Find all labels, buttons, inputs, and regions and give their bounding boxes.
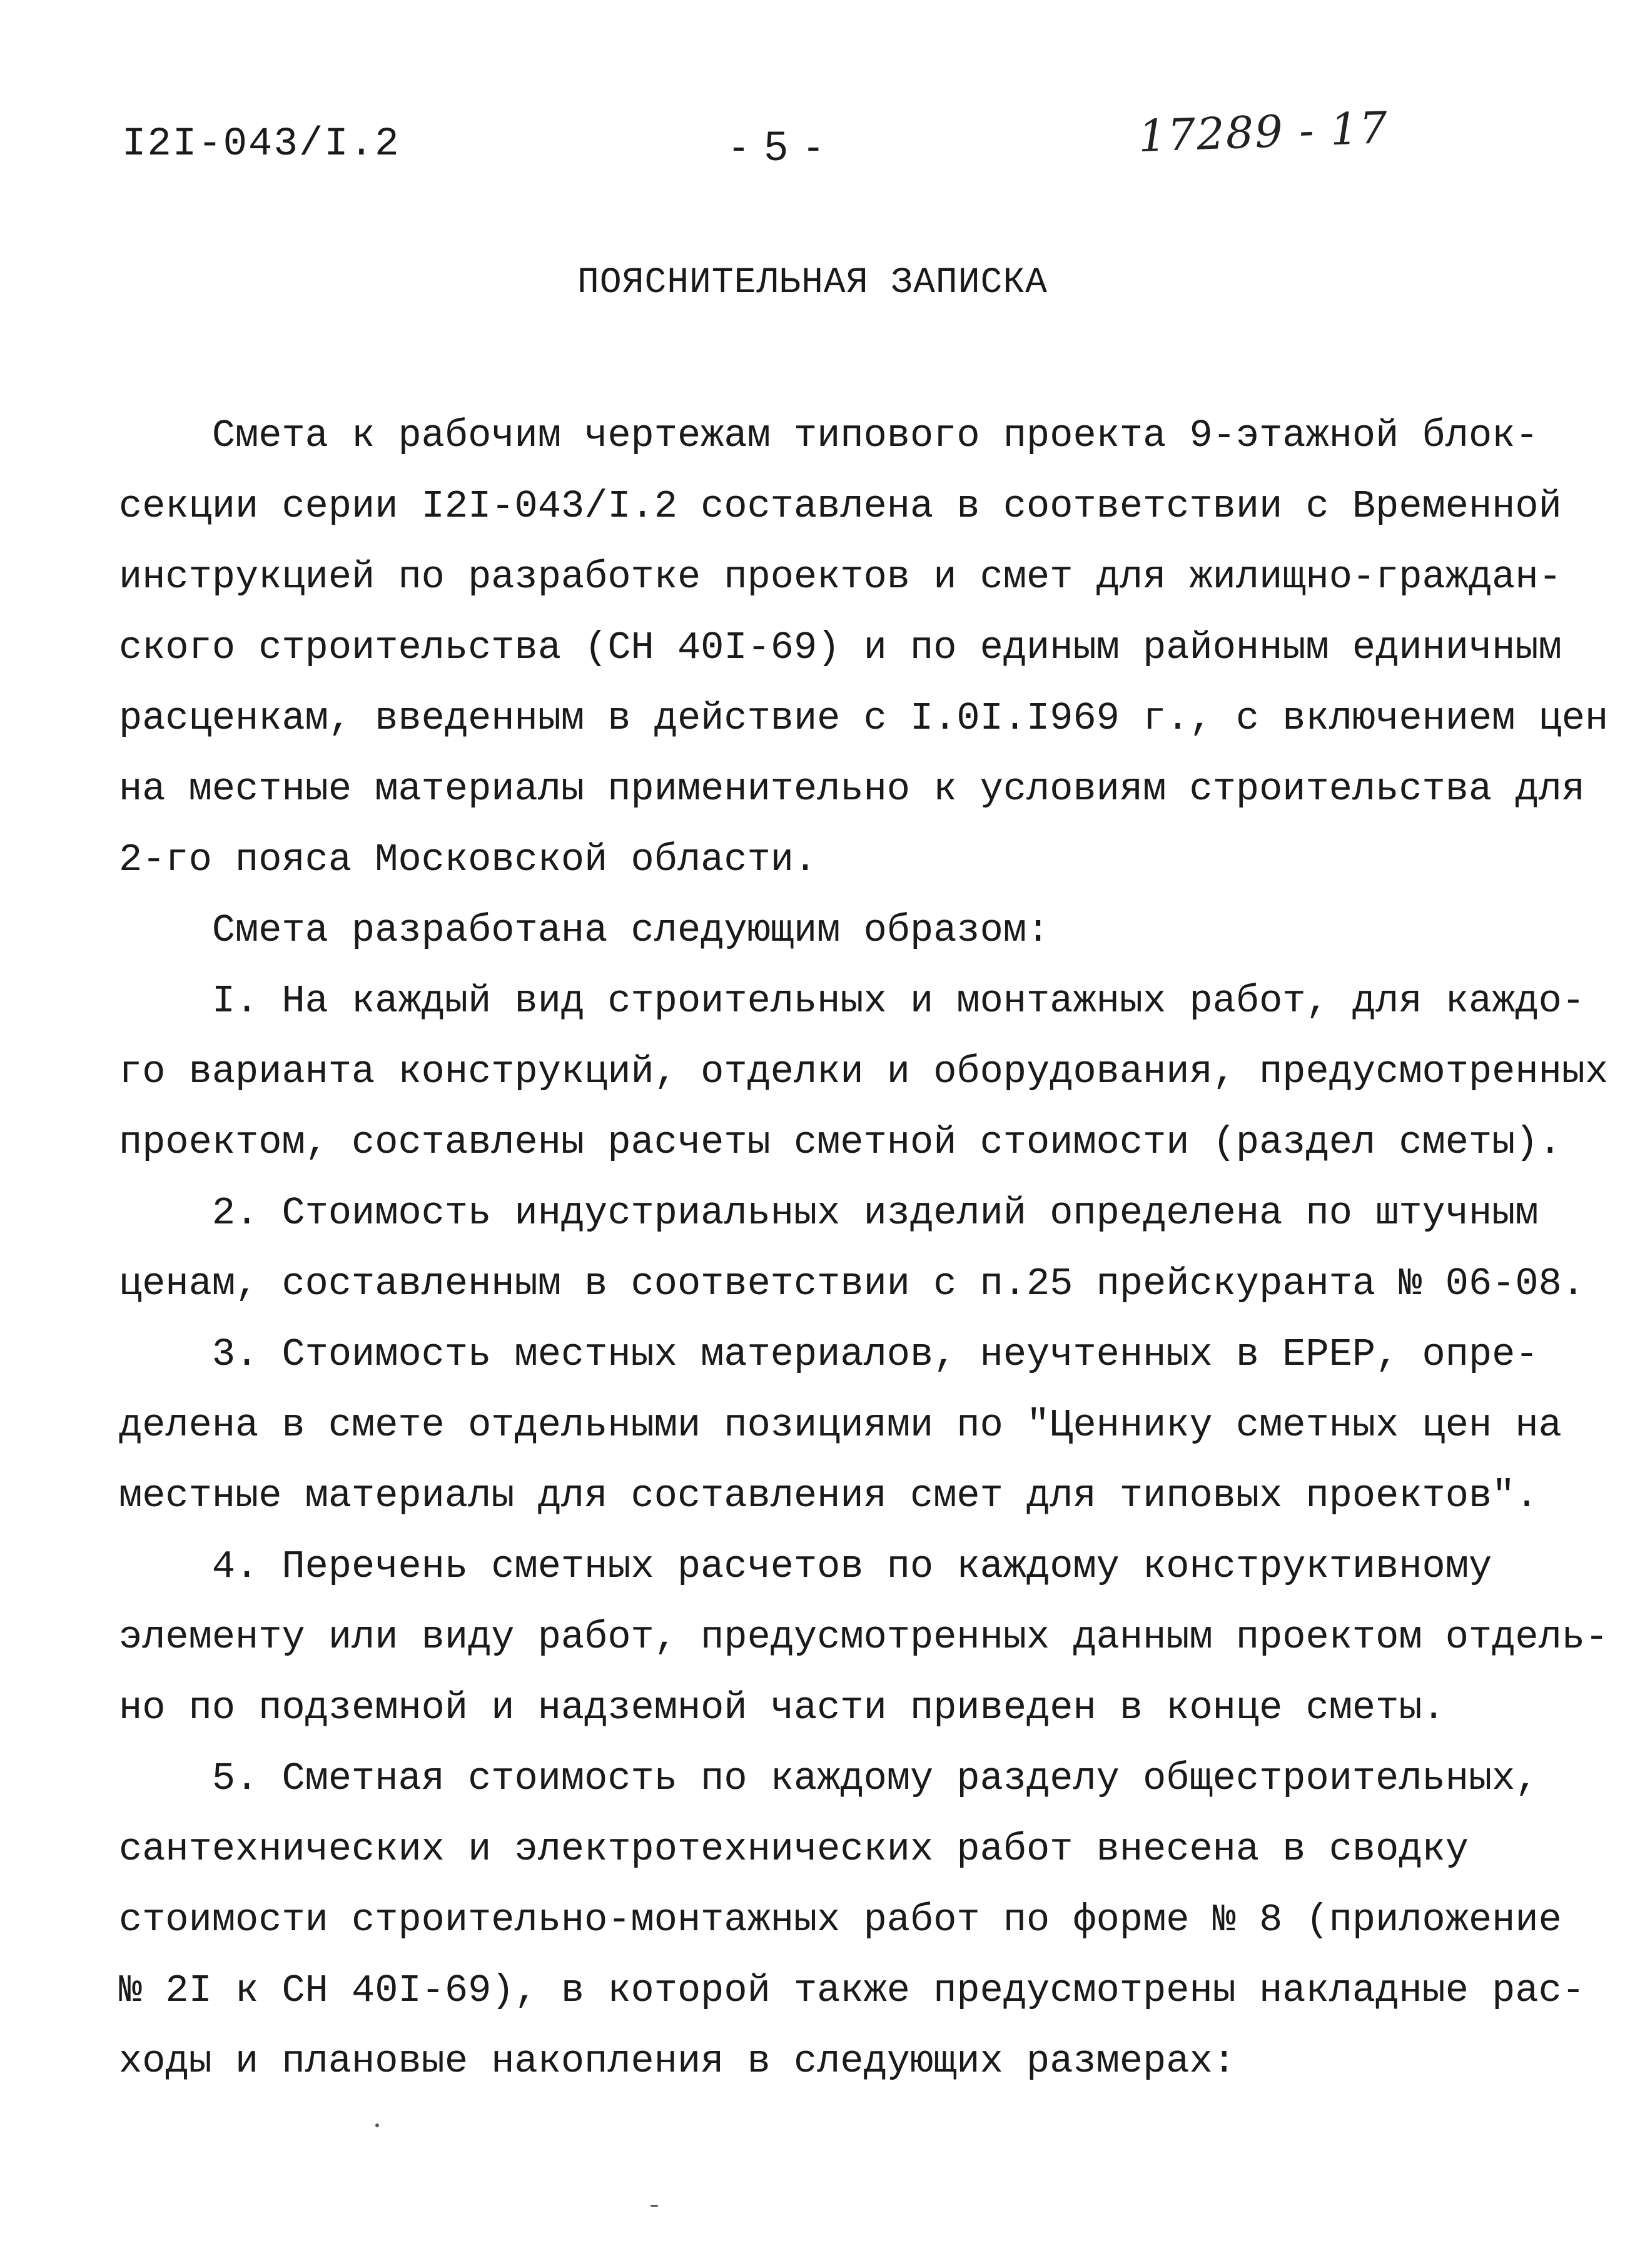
body-text <box>119 400 1609 2097</box>
text-line: Смета к рабочим чертежам типового проекта 9-этажной блок- <box>119 413 1539 458</box>
text-line: 2. Стоимость индустриальных изделий определена по штучным <box>119 1191 1539 1235</box>
text-line: местные материалы для составления смет для типовых проектов". <box>119 1474 1539 1518</box>
scan-speck <box>375 2124 379 2127</box>
text-line: на местные материалы применительно к условиям строительства для <box>119 767 1585 811</box>
text-line: 5. Сметная стоимость по каждому разделу общестроительных, <box>119 1756 1539 1801</box>
text-line: но по подземной и надземной части приведен в конце сметы. <box>119 1686 1445 1730</box>
text-line: Смета разработана следующим образом: <box>119 908 1050 953</box>
scan-speck <box>651 2205 658 2207</box>
text-line: ходы и плановые накопления в следующих размерах: <box>119 2039 1236 2083</box>
text-line: ценам, составленным в соответствии с п.25 прейскуранта № 06-08. <box>119 1262 1585 1306</box>
handwritten-number: 17289 - 17 <box>1137 102 1390 162</box>
text-line: инструкцией по разработке проектов и смет для жилищно-граждан- <box>119 555 1562 599</box>
text-line: стоимости строительно-монтажных работ по форме № 8 (приложение <box>119 1898 1562 1942</box>
page-number: - 5 - <box>732 123 824 169</box>
text-line: элементу или виду работ, предусмотренных данным проектом отдель- <box>119 1615 1609 1659</box>
text-line: проектом, составлены расчеты сметной стоимости (раздел сметы). <box>119 1120 1562 1165</box>
text-line: ского строительства (СН 40I-69) и по единым районным единичным <box>119 625 1562 670</box>
text-line: I. На каждый вид строительных и монтажных работ, для каждо- <box>119 979 1585 1023</box>
text-line: № 2I к СН 40I-69), в которой также предусмотрены накладные рас- <box>119 1968 1585 2013</box>
text-line: расценкам, введенным в действие с I.0I.I969 г., с включением цен <box>119 696 1609 741</box>
page-title: ПОЯСНИТЕЛЬНАЯ ЗАПИСКА <box>577 263 1048 303</box>
document-code: I2I-043/I.2 <box>122 122 400 167</box>
text-line: 4. Перечень сметных расчетов по каждому конструктивному <box>119 1544 1492 1589</box>
text-line: делена в смете отдельными позициями по "Ценнику сметных цен на <box>119 1403 1562 1447</box>
text-line: секции серии I2I-043/I.2 составлена в соответствии с Временной <box>119 484 1562 529</box>
text-line: 3. Стоимость местных материалов, неучтенных в ЕРЕР, опре- <box>119 1332 1539 1377</box>
text-line: 2-го пояса Московской области. <box>119 838 818 882</box>
text-line: го варианта конструкций, отделки и оборудования, предусмотренных <box>119 1050 1609 1094</box>
text-line: сантехнических и электротехнических работ внесена в сводку <box>119 1827 1469 1871</box>
